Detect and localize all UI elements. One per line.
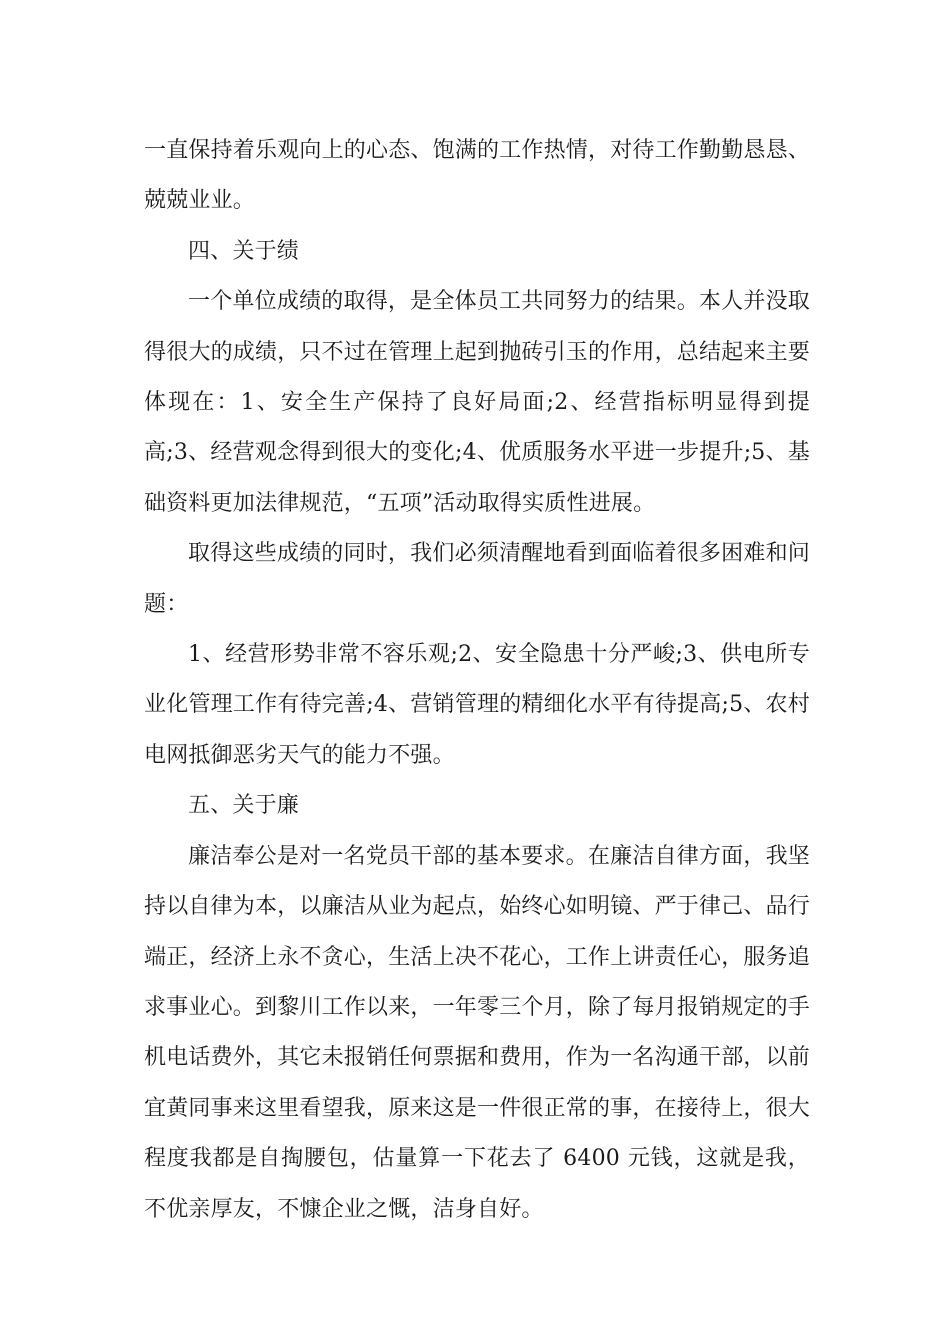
paragraph-continuation: 一直保持着乐观向上的心态、饱满的工作热情，对待工作勤勤恳恳、兢兢业业。 (144, 138, 811, 214)
paragraph-integrity: 廉洁奉公是对一名党员干部的基本要求。在廉洁自律方面，我坚持以自律为本，以廉洁从业为起点，始终心如明镜、严于律己、品行端正，经济上永不贪心，生活上决不花心，工作上讲责任心，服务追求事业心。到黎川工作以来，一年零三个月，除了每月报销规定的手机电话费外，其它未报销任何票据和费用，作为一名沟通干部，以前宜黄同事来这里看望我，原来这是一件很正常的事，在接待上，很大程度我都是自掏腰包，估量算一下花去了 6400 元钱，这就是我，不优亲厚友，不慷企业之慨，洁身自好。 (144, 843, 811, 1222)
document-body (144, 126, 810, 1235)
section-heading-integrity: 五、关于廉 (188, 793, 300, 819)
paragraph-achievements: 一个单位成绩的取得，是全体员工共同努力的结果。本人并没取得很大的成绩，只不过在管理上起到抛砖引玉的作用，总结起来主要体现在：1、安全生产保持了良好局面;2、经营指标明显得到提高;3、经营观念得到很大的变化;4、优质服务水平进一步提升;5、基础资料更加法律规范，“五项”活动取得实质性进展。 (144, 289, 811, 516)
section-heading-performance: 四、关于绩 (188, 238, 300, 264)
paragraph-challenges-intro: 取得这些成绩的同时，我们必须清醒地看到面临着很多困难和问题： (144, 541, 810, 617)
paragraph-challenges-list: 1、经营形势非常不容乐观;2、安全隐患十分严峻;3、供电所专业化管理工作有待完善;4、营销管理的精细化水平有待提高;5、农村电网抵御恶劣天气的能力不强。 (144, 642, 810, 768)
